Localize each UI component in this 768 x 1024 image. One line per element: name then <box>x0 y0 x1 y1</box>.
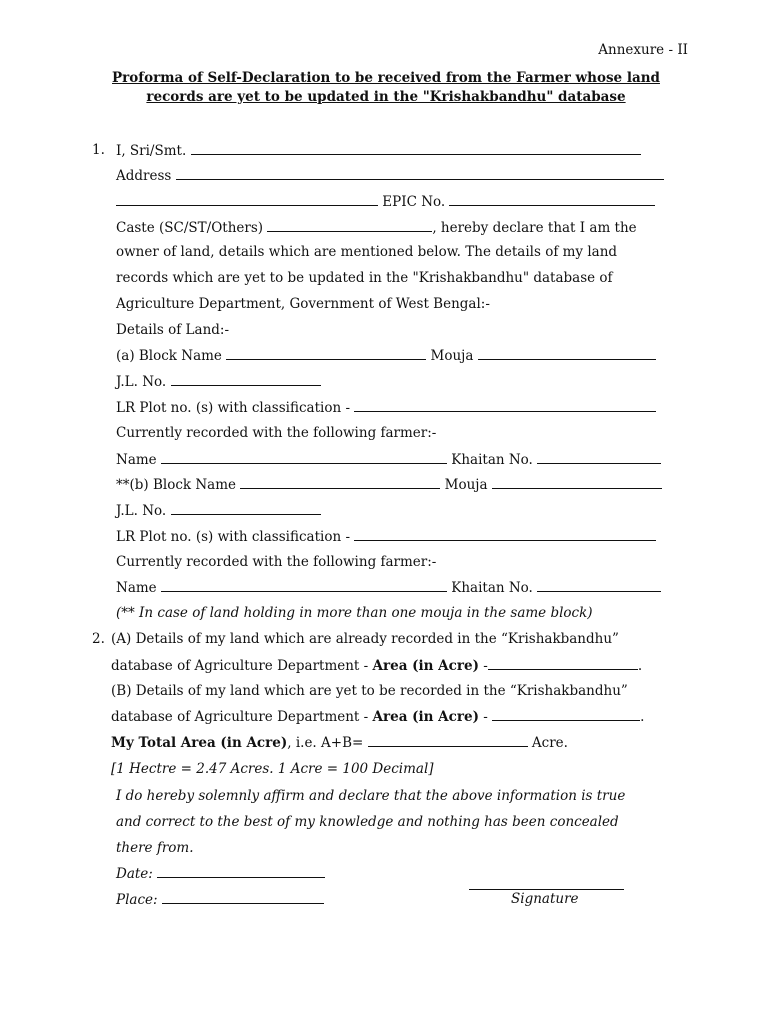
para-line-4: Agriculture Department, Government of West Bengal:- <box>116 296 490 312</box>
total-area-unit: Acre. <box>527 735 568 751</box>
area-b-blank[interactable] <box>492 707 640 721</box>
caste-blank[interactable] <box>267 218 432 232</box>
jl-b-label: J.L. No. <box>116 503 167 519</box>
farmer-b-name-blank[interactable] <box>161 578 447 592</box>
lr-a-row <box>116 398 656 417</box>
total-area-formula: , i.e. A+B= <box>287 735 364 751</box>
block-a-row <box>116 346 656 365</box>
farmer-a-name-label: Name <box>116 452 157 468</box>
jl-a-blank[interactable] <box>171 372 321 386</box>
jl-b-blank[interactable] <box>171 501 321 515</box>
recorded-b-label: Currently recorded with the following farmer:- <box>116 554 437 570</box>
affirm-line-3: there from. <box>116 840 194 856</box>
name-row <box>116 141 641 160</box>
date-row <box>116 864 325 883</box>
place-blank[interactable] <box>162 890 324 904</box>
item-2b-db-text: database of Agriculture Department - <box>111 709 373 725</box>
signature-label: Signature <box>511 891 579 907</box>
lr-b-row <box>116 527 656 546</box>
farmer-b-name-label: Name <box>116 580 157 596</box>
affirm-line-2: and correct to the best of my knowledge and nothing has been concealed <box>116 814 619 830</box>
khaitan-a-label: Khaitan No. <box>451 452 533 468</box>
khaitan-b-blank[interactable] <box>537 578 661 592</box>
name-blank[interactable] <box>191 141 641 155</box>
address-blank[interactable] <box>176 166 664 180</box>
farmer-a-name-blank[interactable] <box>161 450 447 464</box>
annexure-label: Annexure - II <box>598 42 688 58</box>
epic-blank[interactable] <box>449 192 655 206</box>
mouja-b-label: Mouja <box>444 477 488 493</box>
details-label: Details of Land:- <box>116 322 230 338</box>
block-b-label: **(b) Block Name <box>116 477 237 493</box>
lr-b-blank[interactable] <box>354 527 656 541</box>
date-label: Date: <box>116 866 153 882</box>
mouja-a-blank[interactable] <box>478 346 656 360</box>
lr-a-label: LR Plot no. (s) with classification - <box>116 400 351 416</box>
item-2b-line-1: (B) Details of my land which are yet to be recorded in the “Krishakbandhu” <box>111 683 628 699</box>
epic-label: EPIC No. <box>382 194 446 210</box>
block-b-row <box>116 475 662 494</box>
place-row <box>116 890 324 909</box>
jl-b-row <box>116 501 321 520</box>
lr-a-blank[interactable] <box>354 398 656 412</box>
item-2-number: 2. <box>92 631 105 647</box>
area-a-blank[interactable] <box>488 656 638 670</box>
khaitan-a-blank[interactable] <box>537 450 661 464</box>
caste-label: Caste (SC/ST/Others) <box>116 220 264 236</box>
title-line-2: records are yet to be updated in the "Krishakbandhu" database <box>146 89 626 105</box>
jl-a-label: J.L. No. <box>116 374 167 390</box>
caste-tail: , hereby declare that I am the <box>432 220 637 236</box>
item-2a-db-text: database of Agriculture Department - <box>111 658 373 674</box>
area-b-sep: - <box>478 709 493 725</box>
name-label: I, Sri/Smt. <box>116 143 187 159</box>
para-line-2: owner of land, details which are mentioned below. The details of my land <box>116 244 618 260</box>
area-a-sep: - <box>478 658 488 674</box>
block-a-label: (a) Block Name <box>116 348 222 364</box>
epic-row <box>116 192 655 211</box>
title-line-1: Proforma of Self-Declaration to be received from the Farmer whose land <box>112 70 660 86</box>
recorded-a-label: Currently recorded with the following farmer:- <box>116 425 437 441</box>
total-area-label: My Total Area (in Acre) <box>111 735 288 751</box>
area-a-label: Area (in Acre) <box>372 658 479 674</box>
total-area-blank[interactable] <box>368 733 528 747</box>
conversion-note: [1 Hectre = 2.47 Acres. 1 Acre = 100 Decimal] <box>111 761 434 777</box>
lr-b-label: LR Plot no. (s) with classification - <box>116 529 351 545</box>
total-area-row <box>111 733 568 752</box>
khaitan-b-label: Khaitan No. <box>451 580 533 596</box>
area-b-label: Area (in Acre) <box>372 709 479 725</box>
address-row <box>116 166 664 185</box>
address-cont-blank[interactable] <box>116 192 378 206</box>
para-line-3: records which are yet to be updated in the "Krishakbandhu" database of <box>116 270 613 286</box>
place-label: Place: <box>116 892 158 908</box>
farmer-b-row <box>116 578 661 597</box>
affirm-line-1: I do hereby solemnly affirm and declare that the above information is true <box>116 788 626 804</box>
item-1-number: 1. <box>92 142 105 158</box>
item-2b-line-2: database of Agriculture Department - Area (in Acre) - . <box>111 709 645 725</box>
farmer-a-row <box>116 450 661 469</box>
block-b-blank[interactable] <box>240 475 440 489</box>
block-a-blank[interactable] <box>226 346 426 360</box>
date-blank[interactable] <box>157 864 325 878</box>
mouja-b-blank[interactable] <box>492 475 662 489</box>
form-title <box>80 69 692 107</box>
address-label: Address <box>116 168 172 184</box>
item-2a-line-1: (A) Details of my land which are already recorded in the “Krishakbandhu” <box>111 631 619 647</box>
caste-row <box>116 218 637 237</box>
jl-a-row <box>116 372 321 391</box>
signature-line[interactable] <box>469 889 624 890</box>
mouja-note: (** In case of land holding in more than one mouja in the same block) <box>116 605 593 621</box>
item-2a-line-2: database of Agriculture Department - Area (in Acre) - . <box>111 658 643 674</box>
mouja-a-label: Mouja <box>430 348 474 364</box>
